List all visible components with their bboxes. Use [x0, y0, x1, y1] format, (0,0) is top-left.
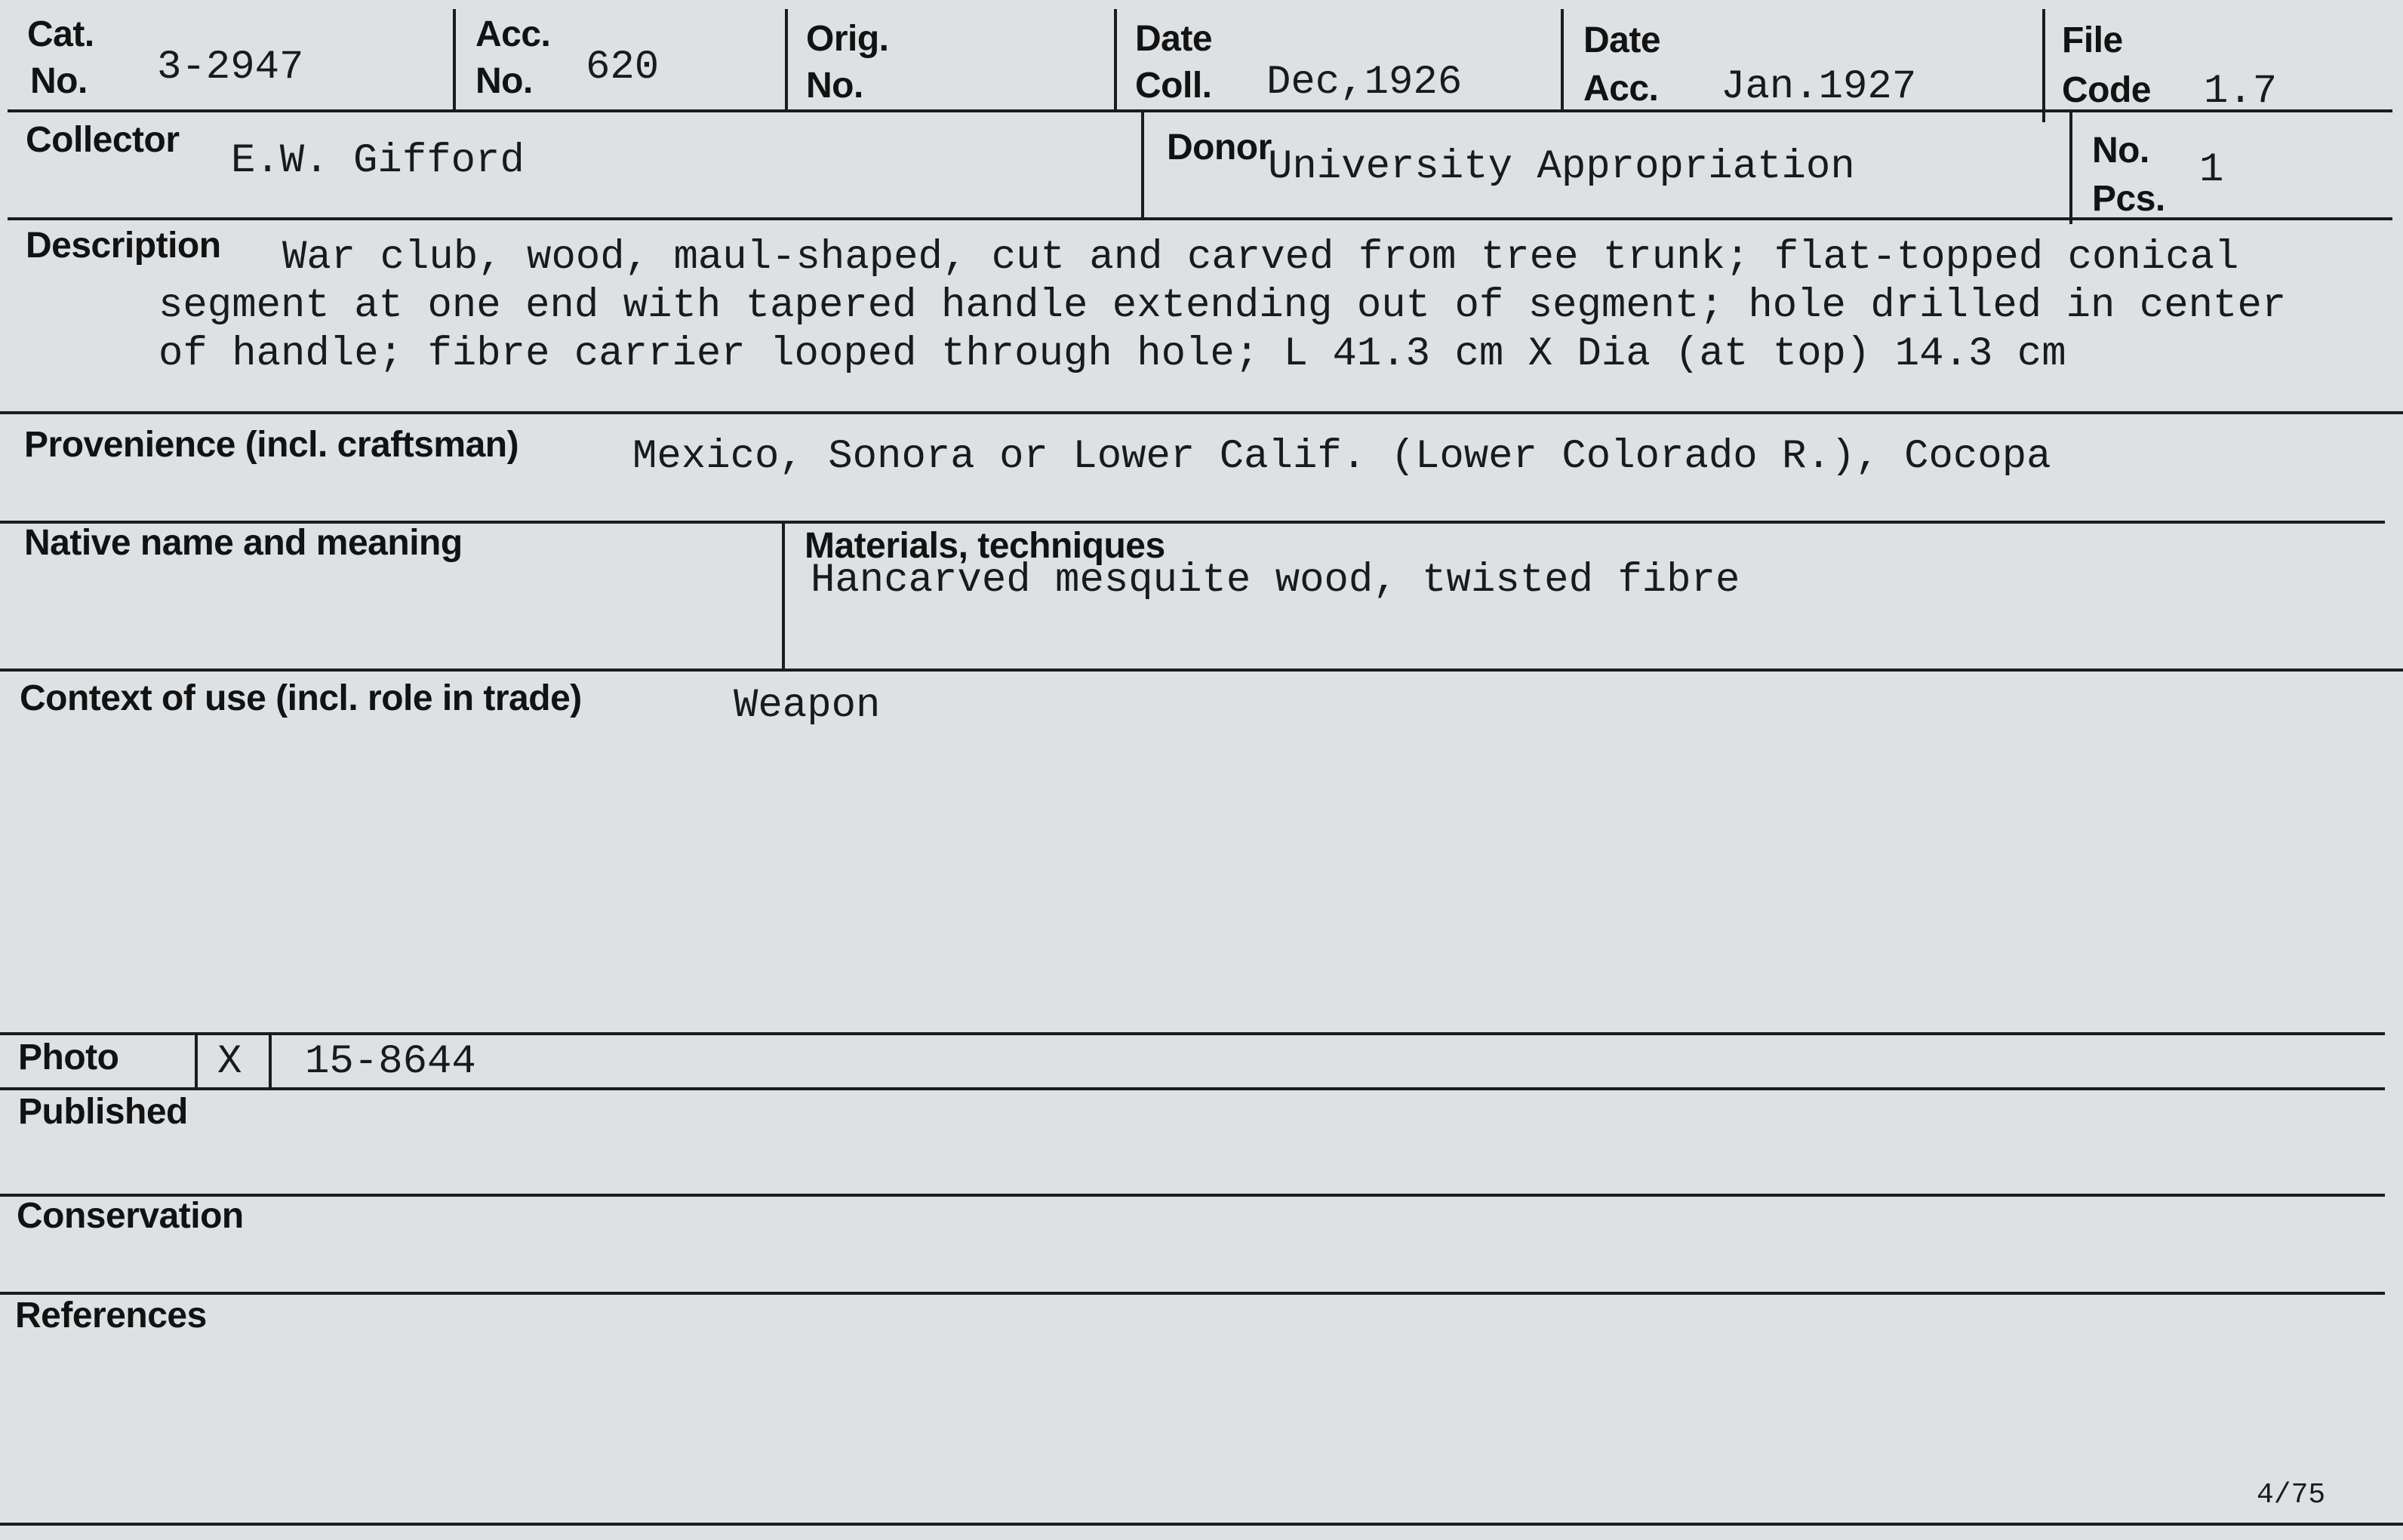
description-line-1: War club, wood, maul-shaped, cut and carved from tree trunk; flat-topped conical	[282, 235, 2239, 281]
donor-label: Donor	[1167, 128, 1272, 168]
file-code-label-bottom: Code	[2062, 70, 2151, 110]
rule-photo-bottom	[0, 1087, 2385, 1090]
date-acc-value: Jan.1927	[1721, 64, 1917, 110]
description-label: Description	[26, 226, 221, 266]
divider-donor-pieces	[2069, 111, 2072, 224]
divider-mark-number	[269, 1034, 272, 1088]
photo-mark: X	[217, 1039, 242, 1085]
rule-conservation-bottom	[0, 1292, 2385, 1295]
orig-no-label-bottom: No.	[806, 66, 863, 106]
description-text: segment at one end with tapered handle extending out of segment; hole drilled in center of handle; fibre carrier looped through hole; L 41.3 cm X Dia (at top) 14.3 cm	[158, 283, 2287, 377]
materials-value: Hancarved mesquite wood, twisted fibre	[811, 558, 1740, 604]
materials-label: Materials, techniques	[805, 526, 1165, 566]
cat-no-value: 3-2947	[157, 45, 304, 91]
donor-value: University Appropriation	[1268, 144, 1855, 190]
published-label: Published	[18, 1092, 188, 1132]
acc-no-label-top: Acc.	[475, 14, 551, 54]
divider-native-materials	[782, 522, 785, 670]
divider-dateacc-filecode	[2042, 9, 2045, 122]
acc-no-label-bottom: No.	[475, 61, 533, 101]
provenience-label: Provenience (incl. craftsman)	[24, 425, 519, 465]
pieces-label-top: No.	[2092, 131, 2149, 171]
pieces-value: 1	[2199, 147, 2224, 193]
rule-card-bottom	[0, 1523, 2403, 1526]
date-coll-label-bottom: Coll.	[1135, 66, 1212, 106]
rule-published-bottom	[0, 1194, 2385, 1197]
rule-materials-bottom	[0, 669, 2403, 672]
collector-label: Collector	[26, 120, 180, 160]
context-value: Weapon	[734, 683, 881, 729]
divider-orig-datecoll	[1114, 9, 1117, 111]
conservation-label: Conservation	[17, 1196, 244, 1236]
divider-acc-orig	[785, 9, 788, 111]
native-name-label: Native name and meaning	[24, 523, 463, 563]
cat-no-label-top: Cat.	[27, 14, 94, 54]
date-acc-label-top: Date	[1583, 20, 1661, 60]
cat-no-label-bottom: No.	[30, 61, 88, 101]
footer-note: 4/75	[2257, 1479, 2326, 1511]
context-label: Context of use (incl. role in trade)	[20, 678, 582, 718]
orig-no-label-top: Orig.	[806, 19, 889, 59]
divider-photo-mark	[195, 1034, 198, 1088]
file-code-value: 1.7	[2204, 69, 2278, 115]
photo-label: Photo	[18, 1037, 119, 1077]
references-label: References	[15, 1296, 207, 1336]
pieces-label-bottom: Pcs.	[2092, 179, 2165, 219]
provenience-value: Mexico, Sonora or Lower Calif. (Lower Colorado R.), Cocopa	[632, 434, 2051, 480]
divider-datecoll-dateacc	[1561, 9, 1564, 111]
divider-cat-acc	[453, 9, 456, 111]
rule-description-bottom	[0, 411, 2403, 414]
collector-value: E.W. Gifford	[231, 138, 525, 184]
date-coll-value: Dec,1926	[1266, 60, 1463, 106]
file-code-label-top: File	[2062, 20, 2123, 60]
date-coll-label-top: Date	[1135, 19, 1213, 59]
acc-no-value: 620	[586, 45, 660, 91]
date-acc-label-bottom: Acc.	[1583, 69, 1659, 109]
photo-number: 15-8644	[305, 1039, 476, 1085]
rule-header-bottom	[8, 109, 2392, 112]
rule-context-bottom	[0, 1032, 2385, 1035]
divider-collector-donor	[1141, 111, 1144, 219]
rule-donor-bottom	[8, 217, 2392, 220]
